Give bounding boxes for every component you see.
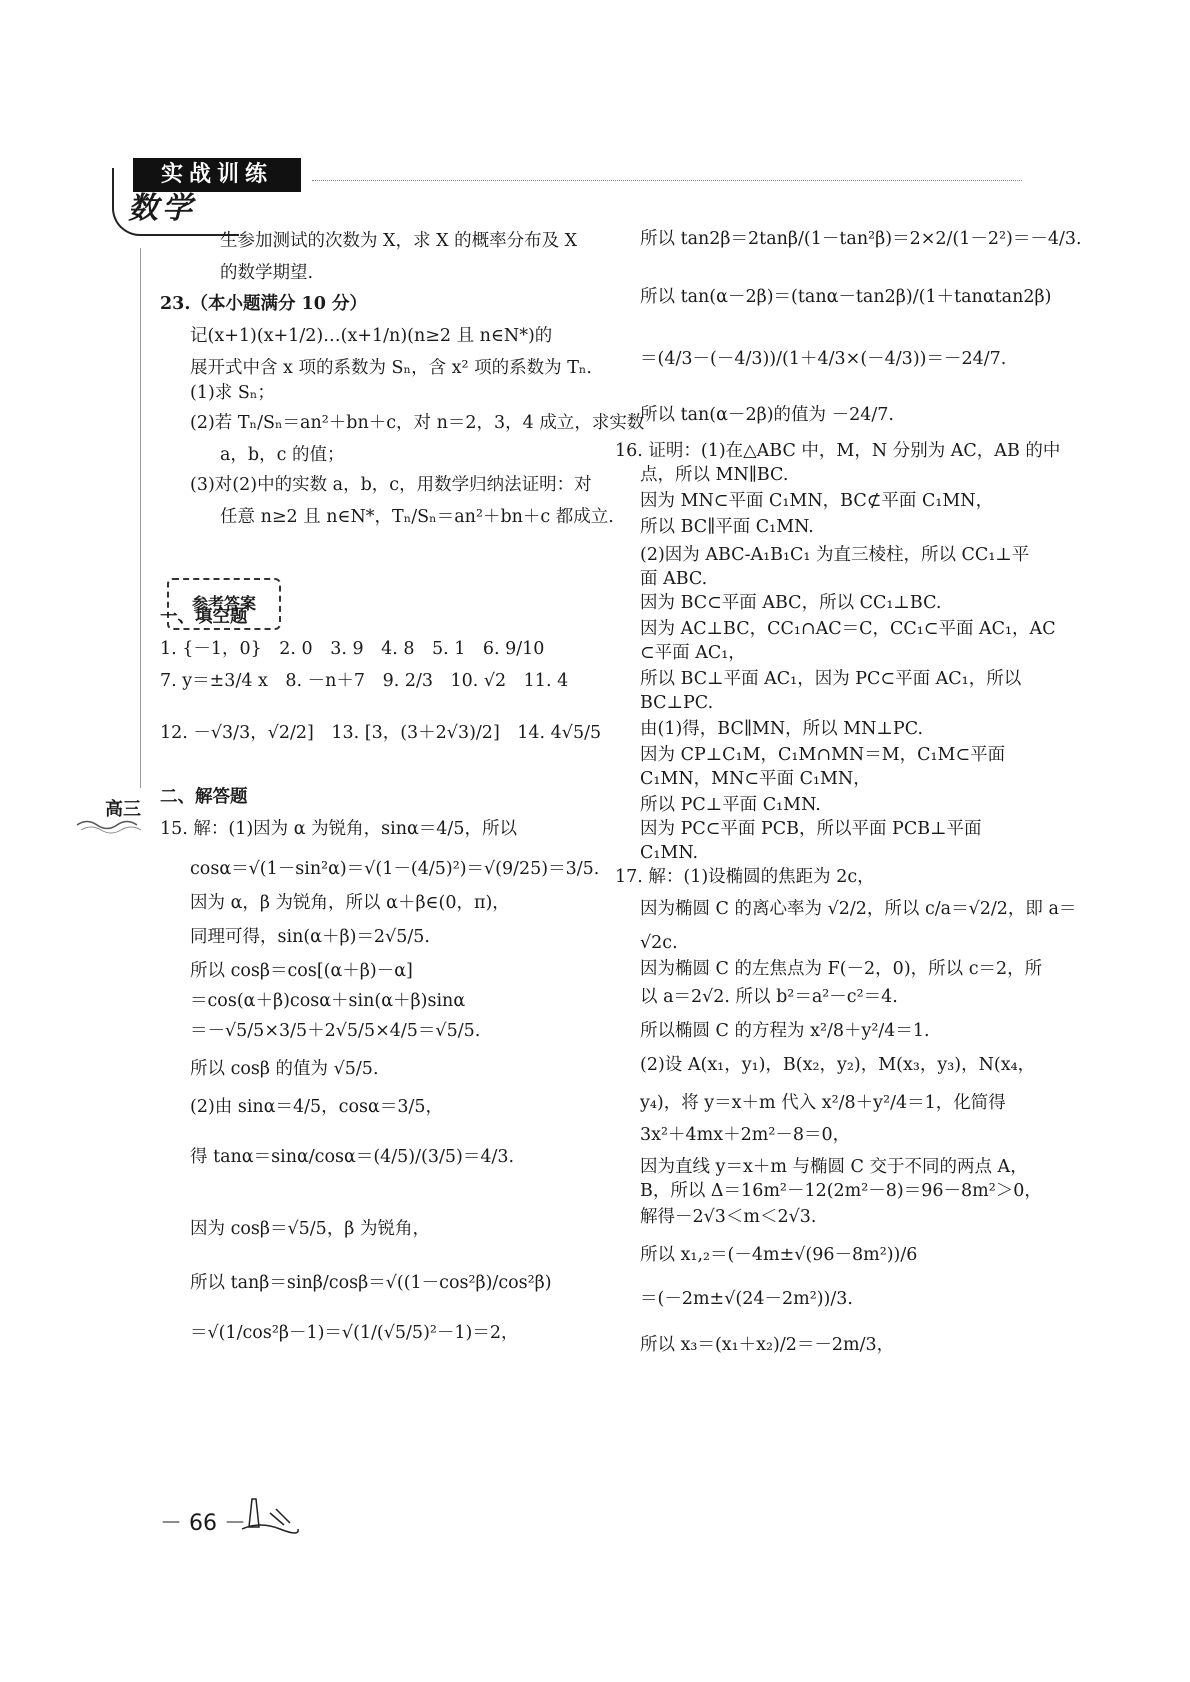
right-text-line: 点，所以 MN∥BC. xyxy=(640,465,789,485)
left-text-line: 所以 tanβ＝sinβ/cosβ＝√((1－cos²β)/cos²β) xyxy=(190,1273,552,1293)
right-text-line: √2c. xyxy=(640,933,678,953)
left-text-line: 展开式中含 x 项的系数为 Sₙ，含 x² 项的系数为 Tₙ. xyxy=(190,358,592,378)
right-text-line: 16. 证明：(1)在△ABC 中，M，N 分别为 AC，AB 的中 xyxy=(615,441,1061,461)
right-text-line: 因为 AC⊥BC，CC₁∩AC＝C，CC₁⊂平面 AC₁，AC xyxy=(640,619,1056,639)
left-text-line: ＝cos(α＋β)cosα＋sin(α＋β)sinα xyxy=(190,991,466,1011)
right-text-line: 所以 tan(α－2β)的值为 －24/7. xyxy=(640,405,894,425)
right-text-line: 所以椭圆 C 的方程为 x²/8＋y²/4＝1. xyxy=(640,1021,930,1041)
right-text-line: 所以 PC⊥平面 C₁MN. xyxy=(640,795,821,815)
right-text-line: (2)设 A(x₁，y₁)，B(x₂，y₂)，M(x₃，y₃)，N(x₄， xyxy=(640,1055,1036,1075)
left-text-line: (2)若 Tₙ/Sₙ＝an²＋bn＋c，对 n＝2，3，4 成立，求实数 xyxy=(190,413,645,433)
right-text-line: (2)因为 ABC-A₁B₁C₁ 为直三棱柱，所以 CC₁⊥平 xyxy=(640,545,1030,565)
right-text-line: 因为椭圆 C 的左焦点为 F(－2，0)，所以 c＝2，所 xyxy=(640,959,1043,979)
left-text-line: (1)求 Sₙ； xyxy=(190,383,275,403)
left-text-line: 记(x+1)(x+1/2)…(x+1/n)(n≥2 且 n∈N*)的 xyxy=(190,326,553,346)
left-text-line: (2)由 sinα＝4/5，cosα＝3/5， xyxy=(190,1097,443,1117)
subject-label: 数学 xyxy=(128,191,196,226)
right-text-line: 因为 BC⊂平面 ABC，所以 CC₁⊥BC. xyxy=(640,593,942,613)
left-text-line: 7. y＝±3/4 x 8. －n＋7 9. 2/3 10. √2 11. 4 xyxy=(160,671,569,691)
right-text-line: 所以 tan2β＝2tanβ/(1－tan²β)＝2×2/(1－2²)＝－4/3. xyxy=(640,229,1082,249)
right-text-line: B，所以 Δ＝16m²－12(2m²－8)＝96－8m²＞0， xyxy=(640,1181,1042,1201)
left-text-line: ＝√(1/cos²β－1)＝√(1/(√5/5)²－1)＝2， xyxy=(190,1323,519,1343)
right-text-line: 解得－2√3＜m＜2√3. xyxy=(640,1207,817,1227)
right-text-line: 所以 tan(α－2β)＝(tanα－tan2β)/(1＋tanαtan2β) xyxy=(640,287,1052,307)
left-text-line: 一、填空题 xyxy=(160,607,248,627)
series-title: 实战训练 xyxy=(133,158,301,192)
right-text-line: y₄)，将 y＝x＋m 代入 x²/8＋y²/4＝1，化简得 xyxy=(640,1093,1006,1113)
left-text-line: 23.（本小题满分 10 分） xyxy=(160,294,367,314)
left-text-line: 的数学期望. xyxy=(220,263,314,283)
right-text-line: BC⊥PC. xyxy=(640,693,714,713)
left-text-line: 生参加测试的次数为 X，求 X 的概率分布及 X xyxy=(220,231,578,251)
left-text-line: 因为 α，β 为锐角，所以 α＋β∈(0，π)， xyxy=(190,893,510,913)
right-text-line: 因为 CP⊥C₁M，C₁M∩MN＝M，C₁M⊂平面 xyxy=(640,745,1006,765)
right-text-line: 面 ABC. xyxy=(640,569,708,589)
right-text-line: C₁MN，MN⊂平面 C₁MN， xyxy=(640,769,871,789)
right-text-line: 17. 解：(1)设椭圆的焦距为 2c， xyxy=(615,867,875,887)
right-text-line: 因为 PC⊂平面 PCB，所以平面 PCB⊥平面 xyxy=(640,819,982,839)
left-text-line: 12. －√3/3，√2/2] 13. [3，(3＋2√3)/2] 14. 4√5/5 xyxy=(160,723,602,743)
left-text-line: 因为 cosβ＝√5/5，β 为锐角， xyxy=(190,1219,430,1239)
right-text-line: 因为椭圆 C 的离心率为 √2/2，所以 c/a＝√2/2，即 a＝ xyxy=(640,899,1077,919)
left-text-line: a，b，c 的值； xyxy=(220,445,345,465)
left-text-line: 15. 解：(1)因为 α 为锐角，sinα＝4/5，所以 xyxy=(160,819,517,839)
right-text-line: ＝(4/3－(－4/3))/(1＋4/3×(－4/3))＝－24/7. xyxy=(640,349,1007,369)
left-text-line: (3)对(2)中的实数 a，b，c，用数学归纳法证明：对 xyxy=(190,475,592,495)
lighthouse-icon xyxy=(240,1495,300,1535)
left-text-line: 得 tanα＝sinα/cosα＝(4/5)/(3/5)＝4/3. xyxy=(190,1147,515,1167)
right-text-line: ⊂平面 AC₁， xyxy=(640,643,746,663)
left-text-line: cosα＝√(1－sin²α)＝√(1－(4/5)²)＝√(9/25)＝3/5. xyxy=(190,859,600,879)
page-number: － 66 － xyxy=(160,1511,246,1536)
left-text-line: 1. {－1，0} 2. 0 3. 9 4. 8 5. 1 6. 9/10 xyxy=(160,639,545,659)
header-rule xyxy=(312,180,1022,181)
right-text-line: 由(1)得，BC∥MN，所以 MN⊥PC. xyxy=(640,719,924,739)
right-text-line: C₁MN. xyxy=(640,843,699,863)
right-text-line: 因为直线 y＝x＋m 与椭圆 C 交于不同的两点 A， xyxy=(640,1157,1028,1177)
left-text-line: 所以 cosβ 的值为 √5/5. xyxy=(190,1059,379,1079)
right-text-line: 所以 x₁,₂＝(－4m±√(96－8m²))/6 xyxy=(640,1245,918,1265)
margin-rule xyxy=(140,248,141,788)
left-text-line: 任意 n≥2 且 n∈N*，Tₙ/Sₙ＝an²＋bn＋c 都成立. xyxy=(220,507,614,527)
right-text-line: 以 a＝2√2. 所以 b²＝a²－c²＝4. xyxy=(640,987,898,1007)
right-text-line: 因为 MN⊂平面 C₁MN，BC⊄平面 C₁MN， xyxy=(640,491,994,511)
left-text-line: 所以 cosβ＝cos[(α＋β)－α] xyxy=(190,961,413,981)
answer-badge: 参考答案 xyxy=(167,578,281,630)
right-text-line: 3x²＋4mx＋2m²－8＝0， xyxy=(640,1125,851,1145)
left-text-line: 二、解答题 xyxy=(160,787,248,807)
grade-tag: 高三 xyxy=(105,799,141,820)
left-text-line: 同理可得，sin(α＋β)＝2√5/5. xyxy=(190,927,430,947)
right-text-line: 所以 x₃＝(x₁＋x₂)/2＝－2m/3， xyxy=(640,1335,895,1355)
right-text-line: 所以 BC⊥平面 AC₁，因为 PC⊂平面 AC₁，所以 xyxy=(640,669,1022,689)
right-text-line: 所以 BC∥平面 C₁MN. xyxy=(640,517,814,537)
right-text-line: ＝(－2m±√(24－2m²))/3. xyxy=(640,1289,853,1309)
left-text-line: ＝－√5/5×3/5＋2√5/5×4/5＝√5/5. xyxy=(190,1021,481,1041)
wave-ornament xyxy=(75,816,145,834)
